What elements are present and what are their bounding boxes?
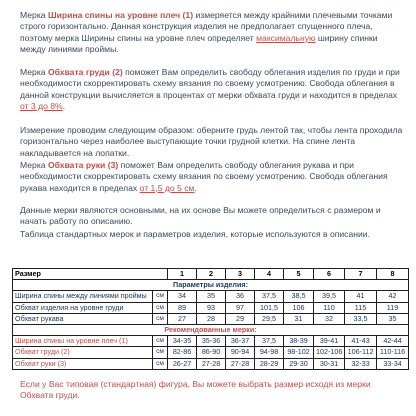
size-header-cell: 7 [345,269,377,280]
table-cell: 41 [345,291,377,302]
p1-text-tail: ширину спинки между линиями проймы. [20,32,378,54]
table-cell: 37,5 [255,291,284,302]
table-cell: 39,5 [314,291,345,302]
table-cell: 29 [226,313,255,324]
p1-term: Ширина спины на уровне плеч (1) [47,10,194,20]
size-header-cell: 1 [168,269,197,280]
table-section-row [13,280,409,291]
p4-text-tail: . [194,182,197,193]
paragraph-arm-girth [20,160,405,194]
row-unit: см [153,302,168,313]
p4-term: Обхвата руки (3) [47,160,119,170]
table-cell: 29,5 [255,313,284,324]
table-header-row [13,269,409,280]
table-section-row [13,324,409,335]
size-header-cell: 4 [255,269,284,280]
note-standard-figure: Если у Вас типовая (стандартная) фигура, Вы можете выбрать размер исходя из мерки Обхвата груди. [20,379,371,401]
table-cell: 26-27 [168,358,197,369]
row-unit: см [153,336,168,347]
row-label: Ширина спины между линиями проймы [13,291,153,302]
table-cell: 38,5 [284,291,314,302]
table-cell: 94-98 [255,347,284,358]
table-cell: 28 [197,313,226,324]
table-cell: 86-90 [197,347,226,358]
table-cell: 34 [168,291,197,302]
table-row [13,291,409,302]
table-cell: 28-29 [255,358,284,369]
size-table [12,268,409,370]
table-cell: 101,5 [255,302,284,313]
table-cell: 35-36 [197,336,226,347]
table-cell: 33-34 [377,358,409,369]
paragraph-table-intro: Таблица стандартных мерок и параметров изделия, которые используются в описании. [20,229,370,239]
table-cell: 39-41 [314,336,345,347]
table-cell: 27-28 [226,358,255,369]
table-cell: 32-33 [345,358,377,369]
row-unit: см [153,347,168,358]
row-unit: см [153,291,168,302]
table-cell: 115 [345,302,377,313]
table-section-title: Рекомендованные мерки: [13,324,409,335]
size-header-cell: 2 [197,269,226,280]
table-cell: 106 [284,302,314,313]
size-header-cell: 3 [226,269,255,280]
p4-text-post: поможет Вам определить свободу облегания рукава и при необходимости скорректировать схему вязания по своему усмотрению. Свобода облегания рукава находится в пределах [20,160,388,193]
table-cell: 90-94 [226,347,255,358]
p1-text-pre: Мерка [20,10,48,20]
table-cell: 119 [377,302,409,313]
table-cell: 97 [226,302,255,313]
p4-text-pre: Мерка [20,160,48,170]
size-header-cell: 8 [377,269,409,280]
paragraph-main-measurements: Данные мерки являются основными, на их основе Вы можете определиться с размером и начать работу по описанию. [20,205,381,227]
p4-underline: от 1,5 до 5 см [139,182,195,193]
table-row [13,336,409,347]
table-row [13,302,409,313]
table-cell: 31 [284,313,314,324]
p1-underline: максимальную [256,32,316,43]
table-cell: 41-43 [345,336,377,347]
table-cell: 35 [197,291,226,302]
table-cell: 35 [377,313,409,324]
table-cell: 42 [377,291,409,302]
table-cell: 106-112 [345,347,377,358]
table-cell: 30-31 [314,358,345,369]
table-cell: 36-37 [226,336,255,347]
table-section-title: Параметры изделия: [13,280,409,291]
paragraph-chest-girth [20,67,405,112]
table-cell: 34-35 [168,336,197,347]
row-unit: см [153,313,168,324]
row-label: Ширина спины на уровне плеч (1) [13,336,153,347]
row-label: Обхват рукава [13,313,153,324]
table-cell: 27 [168,313,197,324]
size-header-cell: 5 [284,269,314,280]
table-cell: 33,5 [345,313,377,324]
table-cell: 110-116 [377,347,409,358]
p1-text-post: измеряется между крайними плечевыми точками строго горизонтально. Данная конструкция изделия не предполагает спущенного плеча, поэтому мерка Ширины спины на уровне плеч определяет [20,10,393,43]
table-row [13,358,409,369]
row-label: Обхват руки (3) [13,358,153,369]
row-label: Обхват изделия на уровне груди [13,302,153,313]
table-cell: 82-86 [168,347,197,358]
table-cell: 38-39 [284,336,314,347]
table-cell: 93 [197,302,226,313]
size-header-cell: 6 [314,269,345,280]
table-row [13,347,409,358]
table-cell: 102-106 [314,347,345,358]
paragraph-shoulder-width [20,10,405,55]
table-cell: 32 [314,313,345,324]
p2-text-post: поможет Вам определить свободу облегания изделия по груди и при необходимости скорректировать схему вязания по своему усмотрению. Свобода облегания в данной конструкции вычисляется в процентах от мерки обхвата груди и находится в пределах [20,67,400,100]
table-cell: 89 [168,302,197,313]
table-row [13,313,409,324]
p2-underline: от 3 до 8% [20,100,63,111]
table-cell: 36 [226,291,255,302]
table-cell: 110 [314,302,345,313]
table-cell: 29-30 [284,358,314,369]
table-cell: 98-102 [284,347,314,358]
p2-text-pre: Мерка [20,67,48,77]
row-unit: см [153,358,168,369]
table-cell: 37,5 [255,336,284,347]
table-cell: 27-28 [197,358,226,369]
paragraph-measurement-method: Измерение проводим следующим образом: оберните грудь лентой так, чтобы лента проходила горизонтально через наиболее выступающие точки грудной клетки. На спине лента накладывается на лопатки. [20,125,403,158]
p2-term: Обхвата груди (2) [47,67,123,77]
p2-text-tail: . [62,100,66,111]
row-label: Обхват груди (2) [13,347,153,358]
table-cell: 42-44 [377,336,409,347]
size-header-label: Размер [13,269,168,280]
